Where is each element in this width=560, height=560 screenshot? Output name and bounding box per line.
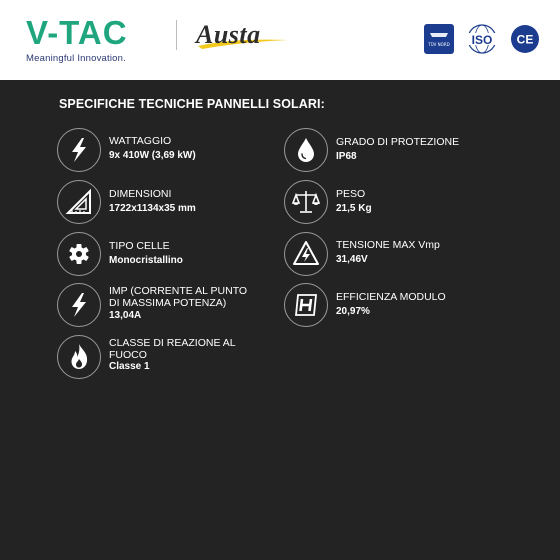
- austa-wordmark: Austa: [196, 20, 261, 49]
- ruler-triangle-icon: [57, 180, 101, 224]
- ce-cert-label: CE: [516, 32, 534, 47]
- tuv-nord-cert-icon: [424, 24, 454, 54]
- spec-cell-type: [57, 232, 277, 278]
- spec-wattage: [57, 128, 277, 174]
- spec-label: CLASSE DI REAZIONE AL FUOCO: [109, 337, 236, 361]
- austa-logo: [192, 18, 292, 52]
- flame-icon: [57, 335, 101, 379]
- voltage-warning-icon: [284, 232, 328, 276]
- spec-fire-class: [57, 335, 277, 383]
- ce-cert-icon: [510, 24, 540, 54]
- spec-label: TIPO CELLE: [109, 240, 170, 252]
- tuv-cert-label: TÜV NORD: [428, 42, 450, 47]
- spec-label: IMP (CORRENTE AL PUNTO DI MASSIMA POTENZA): [109, 285, 248, 309]
- spec-protection: [284, 128, 504, 174]
- spec-value: IP68: [336, 151, 357, 162]
- spec-label: DIMENSIONI: [109, 188, 172, 200]
- vtac-tagline: Meaningful Innovation.: [26, 53, 126, 64]
- spec-value: 9x 410W (3,69 kW): [109, 150, 196, 161]
- lightning-icon: [57, 128, 101, 172]
- iso-cert-icon: [462, 24, 502, 54]
- header-bar: [0, 0, 560, 80]
- efficiency-icon: [284, 283, 328, 327]
- spec-value: 21,5 Kg: [336, 203, 372, 214]
- lightning-icon: [57, 283, 101, 327]
- spec-value: Classe 1: [109, 361, 150, 372]
- spec-value: 13,04A: [109, 310, 142, 321]
- spec-imp: [57, 283, 277, 331]
- iso-cert-label: ISO: [471, 33, 493, 47]
- gear-icon: [57, 232, 101, 276]
- spec-value: 20,97%: [336, 306, 370, 317]
- spec-max-voltage: [284, 232, 504, 278]
- spec-label: TENSIONE MAX Vmp: [336, 239, 440, 251]
- spec-label: PESO: [336, 188, 366, 200]
- spec-label: GRADO DI PROTEZIONE: [336, 136, 460, 148]
- scale-icon: [284, 180, 328, 224]
- spec-dimensions: [57, 180, 277, 226]
- section-title: SPECIFICHE TECNICHE PANNELLI SOLARI:: [59, 97, 325, 111]
- logo-divider: [176, 20, 177, 50]
- spec-value: 1722x1134x35 mm: [109, 203, 196, 214]
- spec-value: Monocristallino: [109, 255, 183, 266]
- vtac-wordmark: V-TAC: [26, 14, 128, 51]
- spec-efficiency: [284, 283, 504, 329]
- spec-label: WATTAGGIO: [109, 135, 172, 147]
- spec-value: 31,46V: [336, 254, 368, 265]
- spec-weight: [284, 180, 504, 226]
- spec-label: EFFICIENZA MODULO: [336, 291, 446, 303]
- vtac-logo: [26, 16, 128, 64]
- water-drop-icon: [284, 128, 328, 172]
